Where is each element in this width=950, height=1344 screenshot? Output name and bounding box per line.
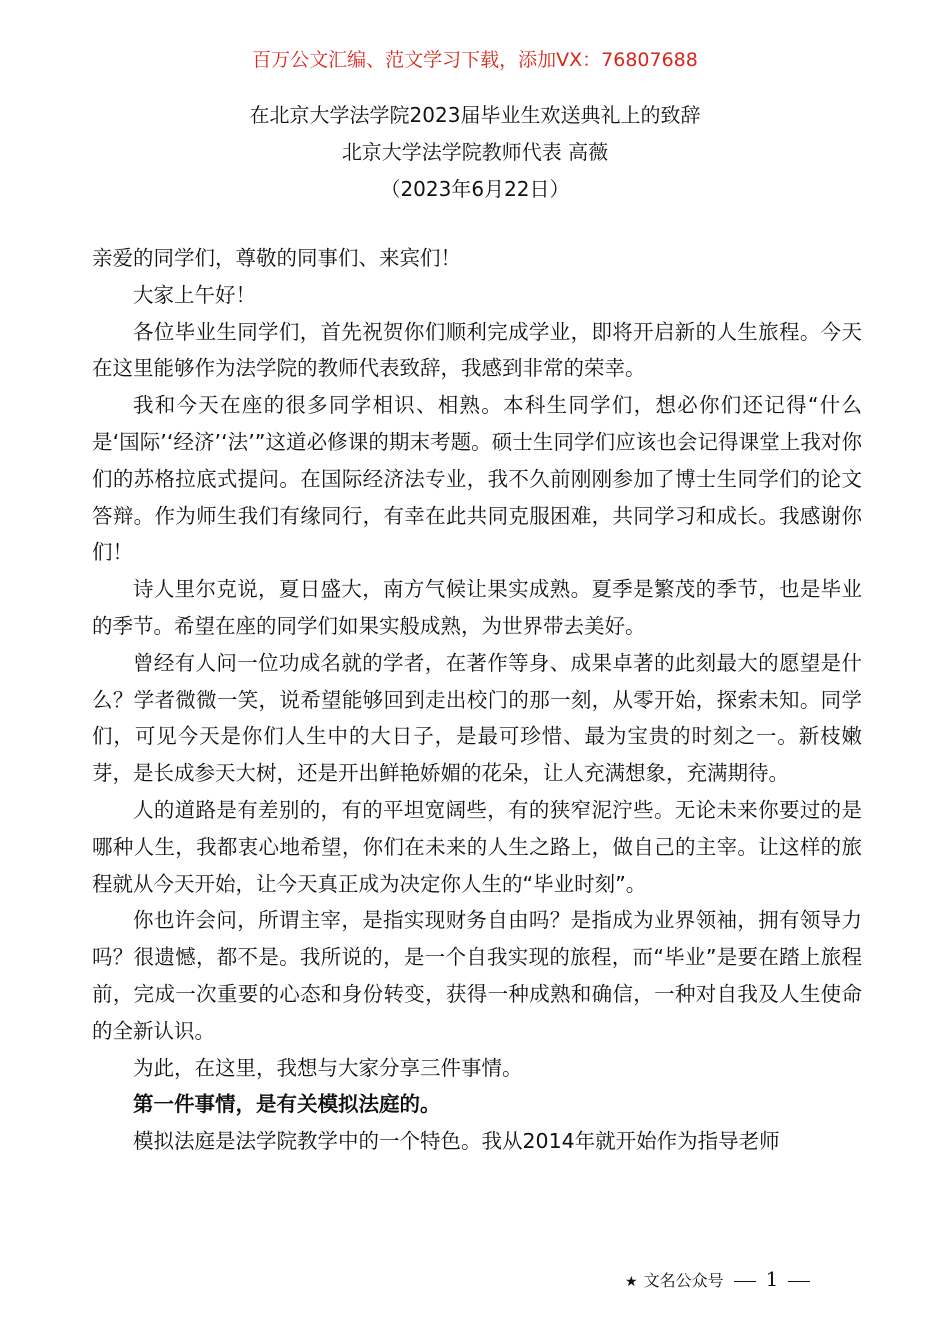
paragraph: 模拟法庭是法学院教学中的一个特色。我从2014年就开始作为指导老师 <box>133 1129 780 1154</box>
paragraph: 我和今天在座的很多同学相识、相熟。本科生同学们，想必你们还记得“什么是‘国际’‘经济’‘法’”这道必修课的期末考题。硕士生同学们应该也会记得课堂上我对你们的苏格拉底式提问。在国际经济法专业，我不久前刚刚参加了博士生同学们的论文答辩。作为师生我们有缘同行，有幸在此共同克服困难，共同学习和成长。我感谢你们！ <box>92 393 862 565</box>
paragraph: 人的道路是有差别的，有的平坦宽阔些，有的狭窄泥泞些。无论未来你要过的是哪种人生，我都衷心地希望，你们在未来的人生之路上，做自己的主宰。让这样的旅程就从今天开始，让今天真正成为决定你人生的“毕业时刻”。 <box>92 797 862 896</box>
greeting: 大家上午好！ <box>133 282 256 307</box>
speech-body <box>92 240 862 1160</box>
speaker-line: 北京大学法学院教师代表 高薇 <box>341 140 609 164</box>
page-number: 1 <box>765 1267 779 1291</box>
speech-title: 在北京大学法学院2023届毕业生欢送典礼上的致辞 <box>249 103 701 127</box>
star-icon: ★ <box>625 1274 638 1290</box>
footer-dash-right <box>788 1281 810 1282</box>
footer-label: 文名公众号 <box>643 1271 724 1290</box>
section-heading: 第一件事情，是有关模拟法庭的。 <box>133 1092 441 1117</box>
paragraph: 为此，在这里，我想与大家分享三件事情。 <box>133 1055 523 1080</box>
paragraph: 你也许会问，所谓主宰，是指实现财务自由吗？是指成为业界领袖，拥有领导力吗？很遗憾，都不是。我所说的，是一个自我实现的旅程，而“毕业”是要在踏上旅程前，完成一次重要的心态和身份转变，获得一种成熟和确信，一种对自我及人生使命的全新认识。 <box>92 908 862 1043</box>
paragraph: 曾经有人问一位功成名就的学者，在著作等身、成果卓著的此刻最大的愿望是什么？学者微微一笑，说希望能够回到走出校门的那一刻，从零开始，探索未知。同学们，可见今天是你们人生中的大日子，是最可珍惜、最为宝贵的时刻之一。新枝嫩芽，是长成参天大树，还是开出鲜艳娇媚的花朵，让人充满想象，充满期待。 <box>92 650 862 786</box>
speech-date: （2023年6月22日） <box>380 177 570 201</box>
salutation: 亲爱的同学们，尊敬的同事们、来宾们！ <box>92 246 461 270</box>
page-footer <box>625 1267 820 1294</box>
paragraph: 各位毕业生同学们，首先祝贺你们顺利完成学业，即将开启新的人生旅程。今天在这里能够作为法学院的教师代表致辞，我感到非常的荣幸。 <box>92 319 862 381</box>
paragraph: 诗人里尔克说，夏日盛大，南方气候让果实成熟。夏季是繁茂的季节，也是毕业的季节。希望在座的同学们如果实般成熟，为世界带去美好。 <box>92 577 862 638</box>
header-note: 百万公文汇编、范文学习下载，添加VX：76807688 <box>252 49 698 71</box>
footer-dash-left <box>734 1281 756 1282</box>
speech-title-block <box>0 97 950 208</box>
